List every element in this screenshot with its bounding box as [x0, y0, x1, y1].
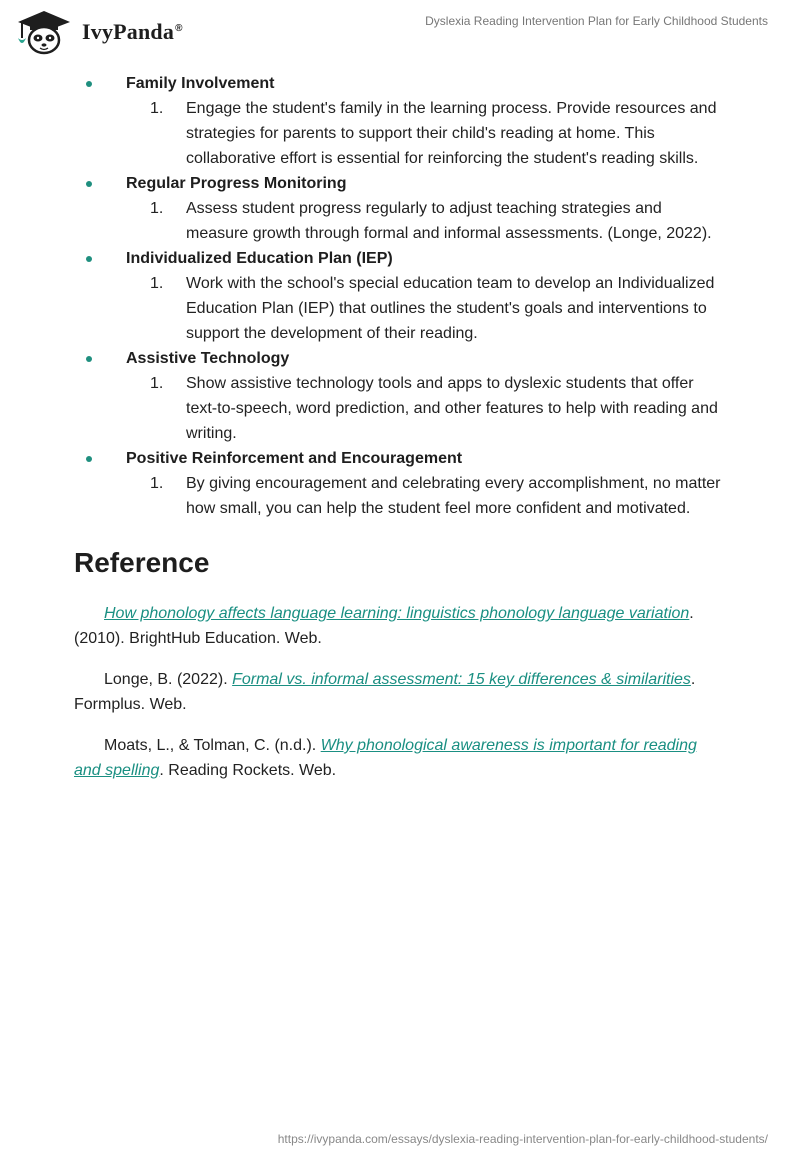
sub-item-text: Work with the school's special education team to develop an Individualized Education Plan (IEP) that outlines the student's goals and interventions to support the development of their reading. [186, 275, 715, 342]
sub-item [126, 271, 726, 346]
intervention-list [74, 71, 726, 521]
page-header [0, 0, 800, 60]
item-title: Regular Progress Monitoring [126, 175, 347, 192]
bullet-icon [86, 181, 92, 187]
reference-suffix: . Formplus. Web. [74, 671, 696, 713]
sub-item [126, 471, 726, 521]
sub-item-text: By giving encouragement and celebrating every accomplishment, no matter how small, you can help the student feel more confident and motivated. [186, 475, 721, 517]
item-title: Positive Reinforcement and Encouragement [126, 450, 463, 467]
brand-name [82, 19, 183, 45]
list-item [74, 171, 726, 246]
reference-prefix: Longe, B. (2022). [104, 671, 233, 688]
reference-prefix: Moats, L., & Tolman, C. (n.d.). [104, 737, 321, 754]
sub-item [126, 96, 726, 171]
bullet-icon [86, 356, 92, 362]
sub-item-number: 1. [150, 375, 164, 392]
reference-link[interactable]: Formal vs. informal assessment: 15 key differences & similarities [232, 671, 691, 688]
item-title: Individualized Education Plan (IEP) [126, 250, 393, 267]
reference-suffix: . (2010). BrightHub Education. Web. [74, 605, 694, 647]
list-item [74, 71, 726, 171]
sub-item-number: 1. [150, 475, 164, 492]
panda-graduate-icon [14, 8, 76, 56]
reference-entry [74, 601, 726, 651]
reference-suffix: . Reading Rockets. Web. [159, 762, 337, 779]
brand-text: IvyPanda [82, 19, 175, 44]
sub-item-text: Assess student progress regularly to adjust teaching strategies and measure growth through formal and informal assessments. (Longe, 2022). [186, 200, 712, 242]
reference-link[interactable]: How phonology affects language learning: linguistics phonology language variation [104, 605, 690, 622]
sub-item-number: 1. [150, 200, 164, 217]
bullet-icon [86, 81, 92, 87]
sub-item-text: Engage the student's family in the learning process. Provide resources and strategies for parents to support their child's reading at home. This collaborative effort is essential for reinforcing the student's reading skills. [186, 100, 717, 167]
list-item [74, 346, 726, 446]
sub-item [126, 371, 726, 446]
item-title: Assistive Technology [126, 350, 290, 367]
sub-item [126, 196, 726, 246]
sub-item-text: Show assistive technology tools and apps to dyslexic students that offer text-to-speech, word prediction, and other features to help with reading and writing. [186, 375, 718, 442]
sub-item-number: 1. [150, 275, 164, 292]
bullet-icon [86, 256, 92, 262]
sub-item-number: 1. [150, 100, 164, 117]
bullet-icon [86, 456, 92, 462]
reference-entry [74, 733, 726, 783]
source-url: https://ivypanda.com/essays/dyslexia-reading-intervention-plan-for-early-childhood-students/ [277, 1132, 768, 1146]
document-body [74, 71, 726, 799]
document-title: Dyslexia Reading Intervention Plan for Early Childhood Students [425, 14, 768, 28]
reference-link[interactable]: Why phonological awareness is important for reading and spelling [74, 737, 697, 779]
reference-entry [74, 667, 726, 717]
registered-mark: ® [175, 22, 183, 34]
list-item [74, 446, 726, 521]
ivypanda-logo[interactable] [14, 8, 183, 56]
item-title: Family Involvement [126, 75, 275, 92]
reference-heading: Reference [74, 547, 210, 578]
list-item [74, 246, 726, 346]
reference-list [74, 601, 726, 783]
